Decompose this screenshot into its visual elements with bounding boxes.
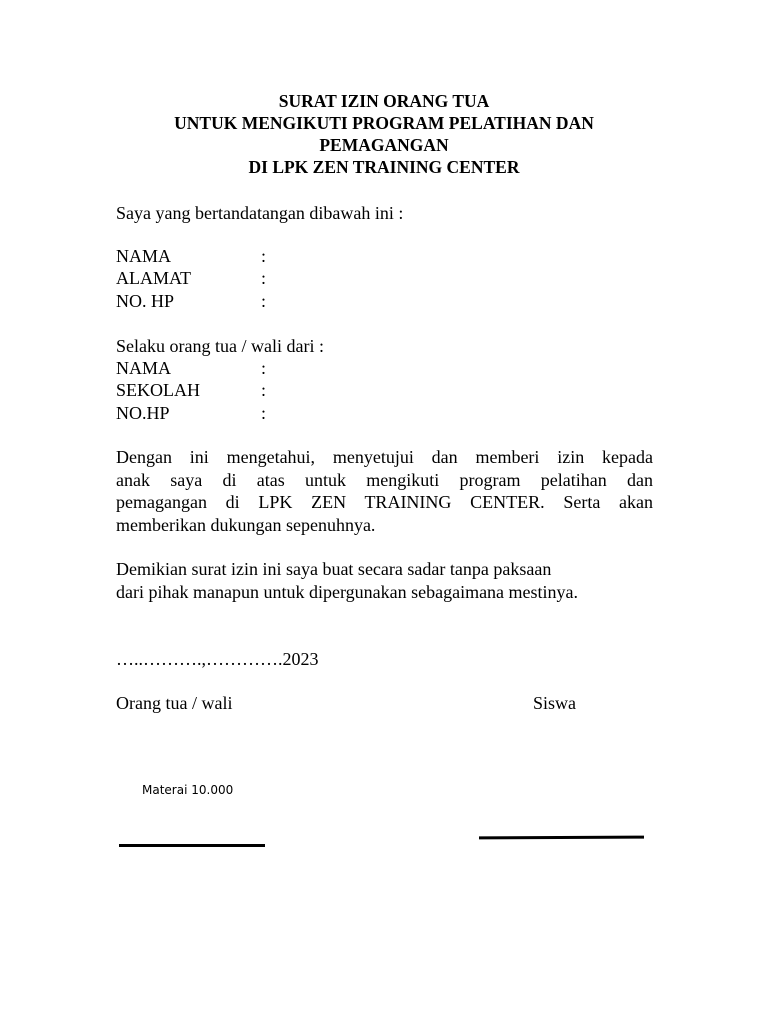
parent-address-row: [116, 267, 266, 290]
intro-text: Saya yang bertandatangan dibawah ini :: [116, 203, 404, 223]
parent-signature-label: Orang tua / wali: [116, 693, 233, 713]
date-line: …..……….,………….2023: [116, 649, 319, 669]
student-signature-line: [479, 836, 644, 840]
student-phone-label: NO.HP: [116, 403, 170, 423]
parent-phone-label: NO. HP: [116, 291, 175, 311]
stamp-note: Materai 10.000: [142, 783, 234, 797]
student-school-label: SEKOLAH: [116, 380, 200, 400]
parent-phone-colon: :: [261, 291, 267, 311]
student-name-label: NAMA: [116, 358, 172, 378]
consent-line: anak saya di atas untuk mengikuti program pelatihan dan: [116, 469, 653, 490]
title-line-2: UNTUK MENGIKUTI PROGRAM PELATIHAN DAN: [174, 113, 594, 133]
letter-title: [100, 90, 668, 178]
parent-name-label: NAMA: [116, 246, 172, 266]
closing-line-1: Demikian surat izin ini saya buat secara sadar tanpa paksaan: [116, 559, 552, 579]
student-school-row: [116, 379, 266, 402]
title-line-3: PEMAGANGAN: [319, 135, 449, 155]
student-name-row: [116, 357, 266, 380]
parent-address-label: ALAMAT: [116, 268, 191, 288]
title-line-4: DI LPK ZEN TRAINING CENTER: [248, 157, 520, 177]
consent-line: pemagangan di LPK ZEN TRAINING CENTER. Serta akan: [116, 492, 653, 512]
student-intro-text: Selaku orang tua / wali dari :: [116, 336, 324, 356]
student-phone-row: [116, 402, 266, 425]
consent-paragraph: [116, 446, 653, 536]
student-name-colon: :: [261, 358, 267, 378]
parent-name-colon: :: [261, 246, 267, 266]
closing-line-2: dari pihak manapun untuk dipergunakan sebagaimana mestinya.: [116, 582, 579, 602]
student-signature-label: Siswa: [533, 693, 577, 713]
parent-signature-line: [119, 844, 265, 847]
consent-line: memberikan dukungan sepenuhnya.: [116, 514, 376, 535]
consent-line: Dengan ini mengetahui, menyetujui dan memberi izin kepada: [116, 447, 653, 467]
title-line-1: SURAT IZIN ORANG TUA: [278, 91, 490, 111]
student-phone-colon: :: [261, 403, 267, 423]
parent-name-row: [116, 245, 266, 268]
parent-phone-row: [116, 290, 266, 313]
parent-address-colon: :: [261, 268, 267, 288]
student-school-colon: :: [261, 380, 267, 400]
